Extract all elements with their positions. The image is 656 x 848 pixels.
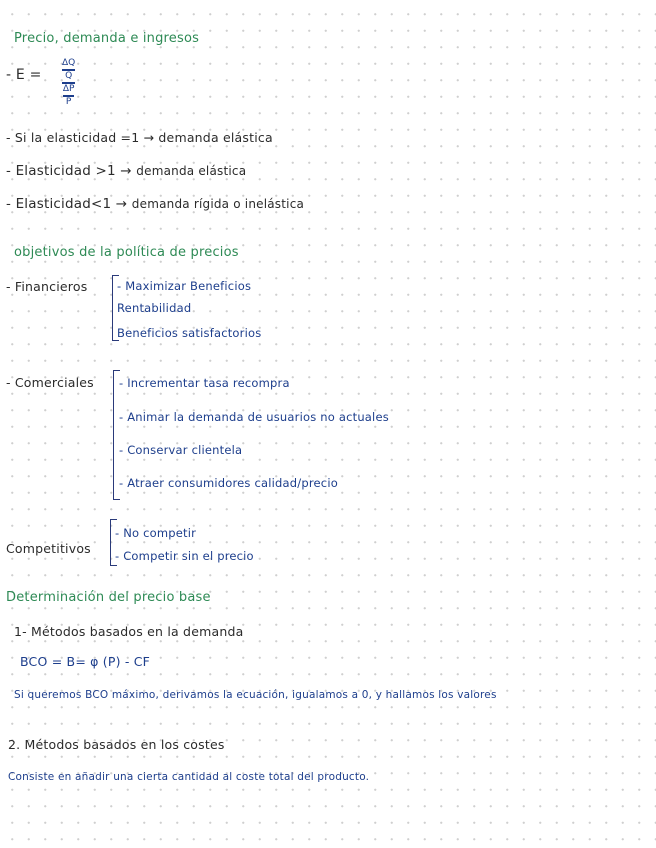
elasticity-line-2 [6, 165, 246, 179]
elasticity-line-1-condition: - Si la elasticidad =1 [6, 130, 140, 145]
elasticity-line-3-condition: - Elasticidad<1 [6, 196, 112, 212]
elasticity-fraction [62, 59, 75, 107]
metodo-1-title: 1- Métodos basados en la demanda [14, 624, 244, 639]
comerciales-item-2: - Animar la demanda de usuarios no actuales [119, 410, 389, 424]
label-financieros: - Financieros [6, 279, 88, 294]
comerciales-item-4: - Atraer consumidores calidad/precio [119, 476, 338, 490]
arrow-icon: → [120, 163, 132, 179]
elasticity-line-3 [6, 198, 304, 212]
den-bottom: P [65, 96, 72, 107]
elasticity-line-1-result: demanda elástica [158, 130, 273, 145]
heading-determinacion-precio-base: Determinación del precio base [6, 590, 211, 605]
financieros-item-2: Rentabilidad [117, 301, 192, 315]
comerciales-item-3: - Conservar clientela [119, 443, 243, 457]
competitivos-item-1: - No competir [115, 526, 197, 540]
elasticity-line-2-condition: - Elasticidad >1 [6, 163, 116, 179]
fraction-numerator [62, 59, 75, 81]
label-comerciales: - Comerciales [6, 375, 94, 390]
financieros-item-3: Beneficios satisfactorios [117, 326, 262, 340]
label-competitivos: Competitivos [6, 541, 91, 556]
elasticity-formula-prefix: - E = [6, 67, 42, 83]
fraction-denominator [63, 85, 75, 107]
comerciales-item-1: - Incrementar tasa recompra [119, 376, 290, 390]
financieros-item-1: - Maximizar Beneficios [117, 279, 252, 293]
heading-objetivos-politica-precios: objetivos de la política de precios [14, 245, 239, 260]
elasticity-line-1 [6, 132, 273, 145]
competitivos-item-2: - Competir sin el precio [115, 549, 254, 563]
arrow-icon: → [143, 130, 155, 145]
num-top: ΔQ [62, 58, 76, 68]
metodo-1-description: Si queremos BCO máximo, derivamos la ecuación, igualamos a 0, y hallamos los valores [14, 689, 497, 701]
den-top: ΔP [62, 83, 75, 94]
heading-precio-demanda-ingresos: Precio, demanda e ingresos [14, 31, 200, 46]
elasticity-line-2-result: demanda elástica [136, 164, 247, 178]
arrow-icon: → [115, 196, 128, 212]
metodo-2-title: 2. Métodos basados en los costes [8, 737, 225, 752]
num-bottom: Q [65, 70, 73, 81]
elasticity-line-3-result: demanda rígida o inelástica [131, 197, 305, 211]
metodo-2-description: Consiste en añadir una cierta cantidad al coste total del producto. [8, 771, 370, 783]
metodo-1-formula: BCO = B= φ (P) - CF [20, 654, 151, 669]
